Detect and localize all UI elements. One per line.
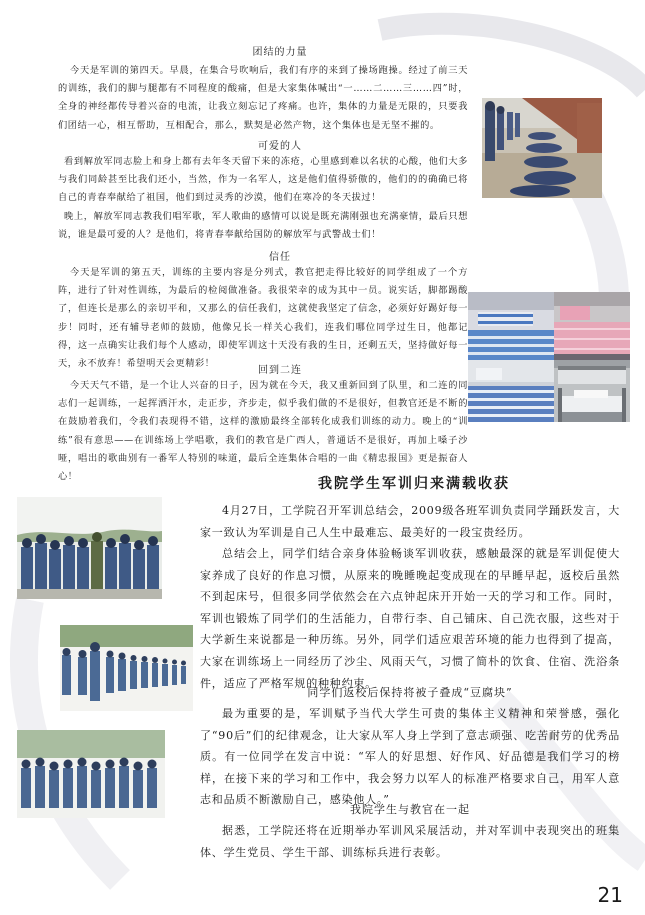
section-heading-return: 回到二连 (258, 365, 302, 376)
article-paragraph-3: 最为重要的是，军训赋予当代大学生可贵的集体主义精神和荣誉感，强化了“90后”们的纪律观念，让大家从军人身上学到了意志顽强、吃苦耐劳的优秀品质。有一位同学在发言中说：“军人的好思想、好作风、好品德是我们学习的榜样，在接下来的学习和工作中，我会努力以军人的标准严格要求自己，用军人意志和品质不断激励自己，感染他人。” (200, 707, 620, 807)
article-subheading-instructors: 我院学生与教官在一起 (350, 803, 470, 816)
photo-students-with-officers (17, 497, 162, 599)
photo-bunk-beds (554, 360, 630, 422)
article-paragraph-1: 4月27日，工学院召开军训总结会，2009级各班军训负责同学踊跃发言，大家一致认为军训是自己人生中最难忘、最美好的一段宝贵经历。 (200, 504, 620, 539)
section-body-lovely-2: 晚上，解放军同志教我们唱军歌，军人歌曲的感情可以说是既充满刚强也充满豪情，最后只想说，谁是最可爱的人？是他们，将青春奉献给国防的解放军与武警战士们！ (58, 211, 468, 241)
section-body-lovely-1: 看到解放军同志脸上和身上都有去年冬天留下来的冻疮，心里感到难以名状的心酸，他们大多与我们同龄甚至比我们还小，当然，作为一名军人，这是他们值得骄傲的，他们的的确确已将自己的青春奉献给了祖国，他们到过灵秀的沙漠，他们在寒冷的冬天拔过！ (58, 156, 468, 204)
photo-folded-quilts-bed (468, 292, 554, 360)
photo-pink-bed (554, 292, 630, 360)
photo-soldiers-quilts-field (482, 98, 602, 198)
article-title: 我院学生军训归来满载收获 (318, 476, 510, 492)
section-body-return: 今天天气不错，是一个让人兴奋的日子，因为就在今天，我又重新回到了队里，和二连的同志们一起训练，一起挥洒汗水，走正步，齐步走，似乎我们做的不是很好，但教官还是不断的在鼓励着我们，令我们表现得不错，这样的激励最终全部转化成我们训练的动力。晚上的“训练”很有意思——在训练场上学唱歌，我们的教官是广西人，普通话不是很好，再加上嗓子沙哑，唱出的歌曲别有一番军人特别的味道，最后全连集体合唱的一曲《精忠报国》更是振奋人心！ (58, 380, 468, 483)
photo-striped-quilt-bed (468, 360, 554, 422)
section-heading-unity: 团结的力量 (252, 47, 308, 58)
article-subheading-quilts: 同学们返校后保持将被子叠成“豆腐块” (307, 686, 513, 699)
section-heading-trust: 信任 (269, 252, 291, 263)
section-body-unity: 今天是军训的第四天。早晨，在集合号吹响后，我们有序的来到了操场跑操。经过了前三天的训练，我们的脚与腿都有不同程度的酸痛，但是大家集体喊出“一……二……三……四”时，全身的神经都传导着兴奋的电流，让我立刻忘记了疼痛。也许，集体的力量是无限的，只要我们团结一心，相互帮助，互相配合，那么，默契是必然产物，这个集体也是无坚不摧的。 (58, 65, 468, 131)
section-heading-lovely: 可爱的人 (258, 141, 302, 152)
section-body-trust: 今天是军训的第五天，训练的主要内容是分列式，教官把走得比较好的同学组成了一个方阵，进行了针对性训练，为最后的检阅做准备。我很荣幸的成为其中一员。说实话，脚都踢酸了，但连长是那么的亲切平和，又那么的信任我们，这就使我坚定了信念，必须好好踢好每一步！同时，还有辅导老师的鼓励，他像兄长一样关心我们，连我们哪位同学过生日，他都记得，这一点确实让我们每个人感动，即使军训这十天没有我的生日，还剩五天，坚持做好每一天，永不放弃！希望明天会更精彩！ (58, 267, 468, 370)
photo-formation-salute (60, 625, 193, 711)
article-paragraph-4: 据悉，工学院还将在近期举办军训风采展活动，并对军训中表现突出的班集体、学生党员、学生干部、训练标兵进行表彰。 (200, 824, 620, 859)
article-paragraph-2: 总结会上，同学们结合亲身体验畅谈军训收获，感触最深的就是军训促使大家养成了良好的作息习惯，从原来的晚睡晚起变成现在的早睡早起，返校后虽然不到起床号，但很多同学依然会在六点钟起床开开始一天的学习和工作。同时，军训也锻炼了同学们的生活能力，自带行李、自己铺床、自己洗衣服，这些对于大学新生来说都是一种历练。另外，同学们适应艰苦环境的能力也得到了提高，大家在训练场上一同经历了沙尘、风雨天气，习惯了简朴的饮食、住宿、洗浴条件，适应了严格军规的种种约束。 (200, 547, 620, 690)
page-number: 21 (597, 883, 623, 907)
photo-marching-drill (17, 730, 165, 818)
